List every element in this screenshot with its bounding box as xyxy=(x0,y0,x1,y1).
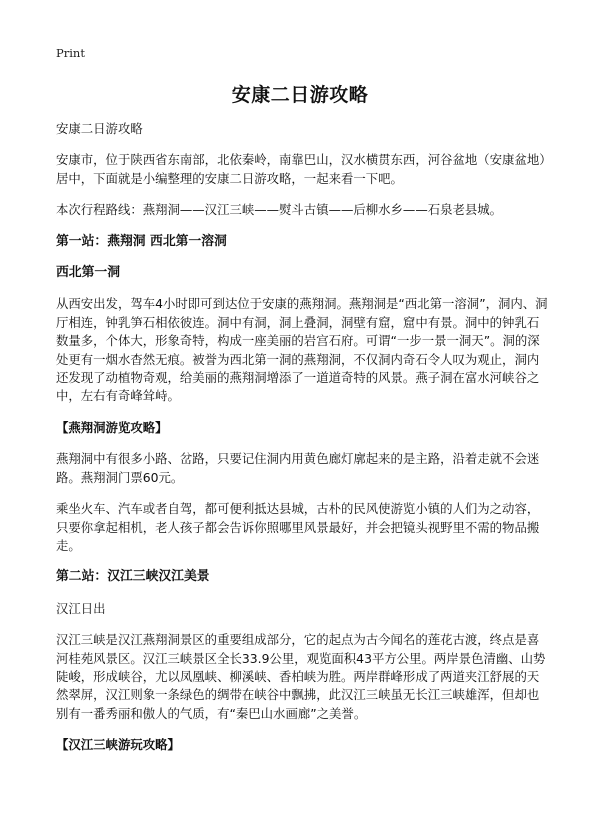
stop1-heading: 第一站：燕翔洞 西北第一溶洞 xyxy=(56,233,227,249)
intro-paragraph: 安康市，位于陕西省东南部，北依秦岭，南靠巴山，汉水横贯东西，河谷盆地（安康盆地）居中，下面就是小编整理的安康二日游攻略，一起来看一下吧。 xyxy=(56,152,546,186)
intro-title: 安康二日游攻略 xyxy=(56,121,143,136)
stop2-subheading: 汉江日出 xyxy=(56,600,106,616)
route-paragraph: 本次行程路线：燕翔洞——汉江三峡——熨斗古镇——后柳水乡——石泉老县城。 xyxy=(56,202,503,218)
stop2-heading: 第二站：汉江三峡汉江美景 xyxy=(56,569,210,585)
stop1-tip1: 燕翔洞中有很多小路、岔路，只要记住洞内用黄色廊灯廓起来的是主路，沿着走就不会迷路。燕翔洞门票60元。 xyxy=(56,451,540,485)
stop1-tip-heading: 【燕翔洞游览攻略】 xyxy=(56,419,168,435)
article-body xyxy=(56,120,548,768)
stop1-body: 从西安出发，驾车4小时即可到达位于安康的燕翔洞。燕翔洞是“西北第一溶洞”，洞内、洞厅相连，钟乳笋石相依彼连。洞中有洞，洞上叠洞，洞壁有窟，窟中有景。洞中的钟乳石数量多，个体大，形象奇特，构成一座美丽的岩宫石府。可谓“一步一景一洞天”。洞的深处更有一烟水杳然无痕。被誉为西北第一洞的燕翔洞，不仅洞内奇石令人叹为观止，洞内还发现了动植物奇观，给美丽的燕翔洞增添了一道道奇特的风景。燕子洞在富水河峡谷之中，左右有奇峰耸峙。 xyxy=(56,296,548,404)
stop2-tip-heading: 【汉江三峡游玩攻略】 xyxy=(56,737,180,753)
stop2-body: 汉江三峡是汉江燕翔洞景区的重要组成部分，它的起点为古今闻名的莲花古渡，终点是喜河桂苑风景区。汉江三峡景区全长33.9公里，观览面积43平方公里。两岸景色清幽、山势陡峻，形成峡谷，尤以凤凰峡、柳溪峡、香柏峡为胜。两岸群峰形成了两道夹江舒展的天然翠屏，汉江则象一条绿色的绸带在峡谷中飘拂，此汉江三峡虽无长江三峡雄浑，但却也别有一番秀丽和傲人的气质，有“秦巴山水画廊”之美誉。 xyxy=(56,632,546,721)
stop1-tip2: 乘坐火车、汽车或者自驾，都可便利抵达县城，古朴的民风使游览小镇的人们为之动容，只要你拿起相机，老人孩子都会告诉你照哪里风景最好，并会把镜头视野里不需的物品搬走。 xyxy=(56,501,540,553)
stop1-subheading: 西北第一洞 xyxy=(56,265,120,281)
page-title: 安康二日游攻略 xyxy=(231,84,369,106)
print-link[interactable]: Print xyxy=(56,46,85,60)
